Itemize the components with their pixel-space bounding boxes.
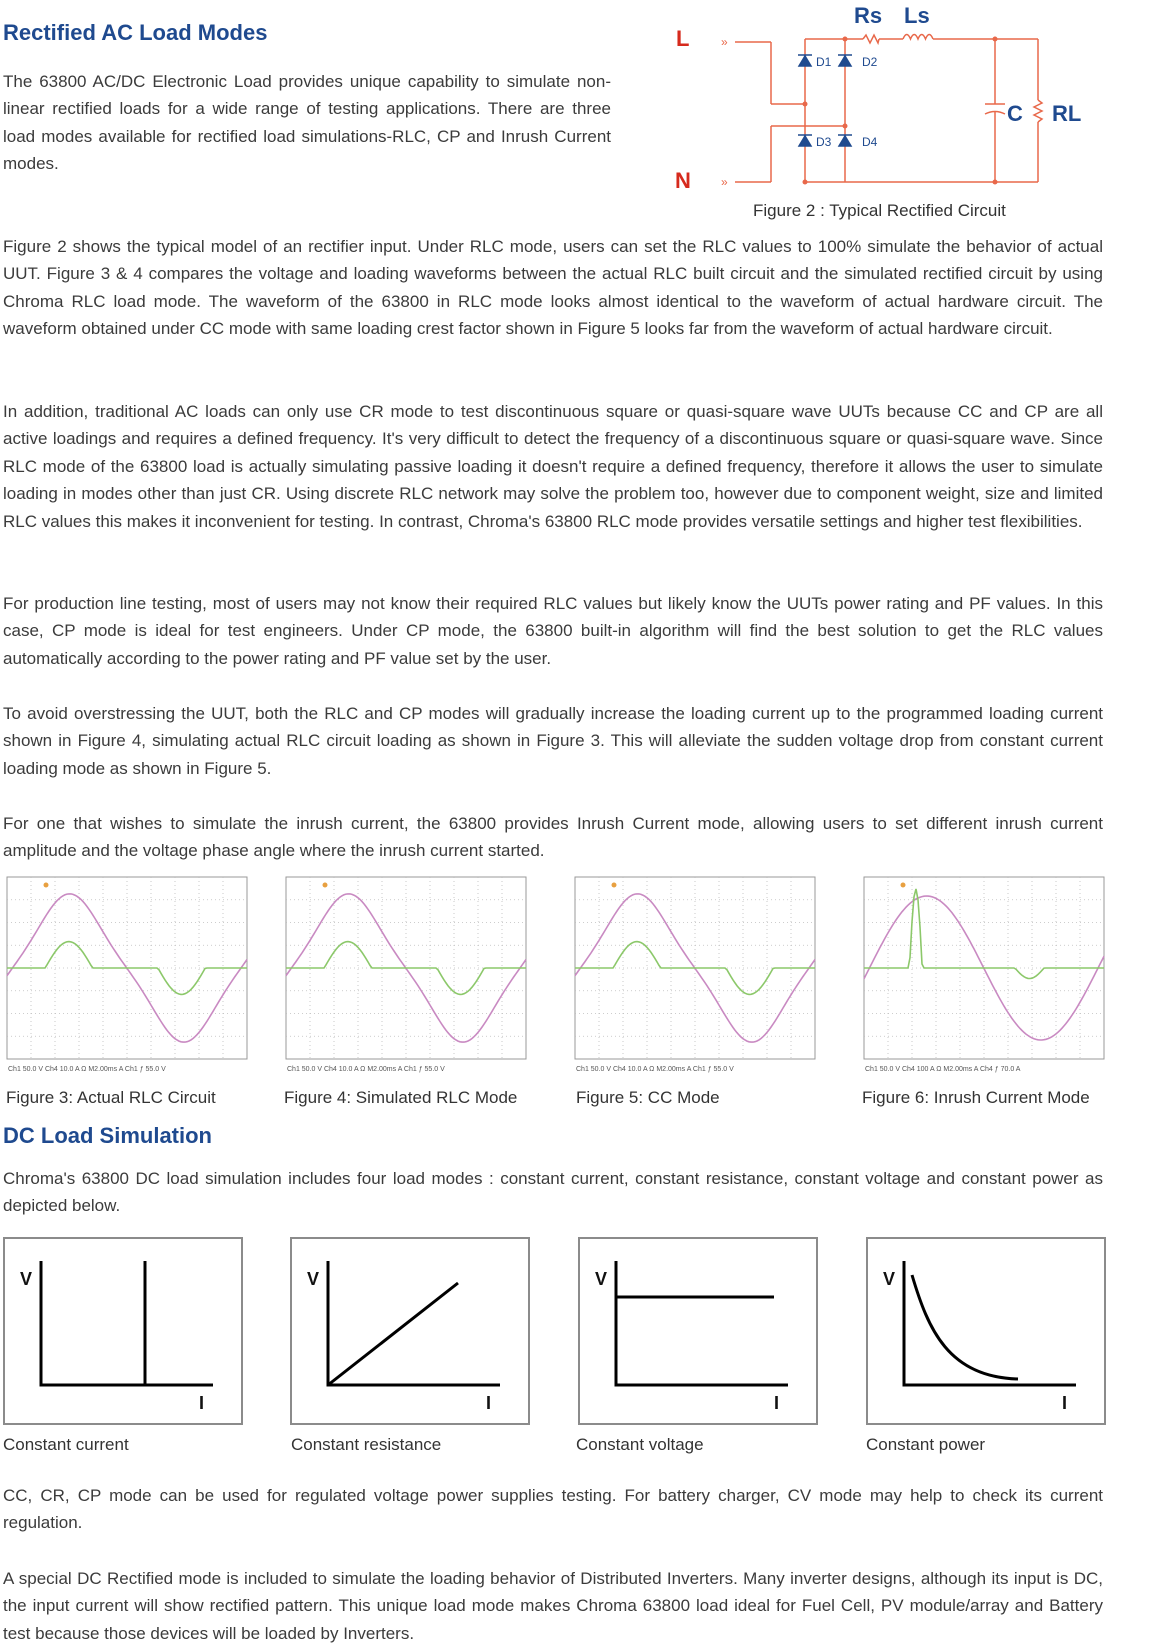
cr-curve [328,1283,458,1385]
caption-constant-current: Constant current [3,1435,129,1454]
scope-figure-3 [6,875,248,1077]
dc-mode-constant-voltage [578,1237,818,1425]
circuit-label-l: L [676,26,690,51]
figure-2-caption: Figure 2 : Typical Rectified Circuit [753,201,1006,220]
dc-mode-constant-current [3,1237,243,1425]
circuit-label-rs: Rs [854,3,883,28]
figure-6-caption: Figure 6: Inrush Current Mode [862,1088,1090,1107]
circuit-label-ls: Ls [904,3,930,28]
caption-constant-power: Constant power [866,1435,986,1454]
diode-d1-icon [799,56,811,66]
caption-constant-voltage: Constant voltage [576,1435,704,1454]
dc-mode-constant-resistance [290,1237,530,1425]
circuit-label-d3: D3 [816,135,832,149]
figure-3-caption: Figure 3: Actual RLC Circuit [6,1088,216,1107]
scope-figure-4 [285,875,527,1077]
scope-status-readout: Ch1 50.0 V Ch4 10.0 A Ω M2.00ms A Ch1 ƒ 55.0 V [8,1066,166,1073]
caption-constant-resistance: Constant resistance [291,1435,442,1454]
paragraph-inrush: For one that wishes to simulate the inrush current, the 63800 provides Inrush Current mode, allowing users to set different inrush current amplitude and the voltage phase angle where the inrush current started. [3,814,1103,861]
scope-figure-6 [863,875,1105,1077]
svg-text:»: » [721,35,728,49]
axis-label-i: I [1062,1393,1068,1413]
rectified-intro: The 63800 AC/DC Electronic Load provides unique capability to simulate non-linear rectified loads for a wide range of testing applications. There are three load modes available for rectified load simulations-RLC, CP and Inrush Current modes. [3,72,611,174]
diode-d4-icon [839,136,851,146]
scope-status-readout: Ch1 50.0 V Ch4 100 A Ω M2.00ms A Ch4 ƒ 70.0 A [865,1066,1021,1073]
cp-curve [912,1275,1018,1379]
section-title-rectified: Rectified AC Load Modes [3,20,268,45]
circuit-label-d2: D2 [862,55,878,69]
paragraph-cc-cr-cp: CC, CR, CP mode can be used for regulated voltage power supplies testing. For battery charger, CV mode may help to check its current regulation. [3,1486,1103,1533]
circuit-label-d1: D1 [816,55,832,69]
scope-status-readout: Ch1 50.0 V Ch4 10.0 A Ω M2.00ms A Ch1 ƒ 55.0 V [287,1066,445,1073]
axis-label-i: I [774,1393,780,1413]
scope-status-readout: Ch1 50.0 V Ch4 10.0 A Ω M2.00ms A Ch1 ƒ 55.0 V [576,1066,734,1073]
axis-label-v: V [307,1269,320,1289]
circuit-label-d4: D4 [862,135,878,149]
dc-mode-constant-power [866,1237,1106,1425]
paragraph-rlc-mode: Figure 2 shows the typical model of an rectifier input. Under RLC mode, users can set the RLC values to 100% simulate the behavior of actual UUT. Figure 3 & 4 compares the voltage and loading waveforms between the actual RLC built circuit and the simulated rectified circuit by using Chroma RLC load mode. The waveform of the 63800 in RLC mode looks almost identical to the waveform of actual hardware circuit. The waveform obtained under CC mode with same loading crest factor shown in Figure 5 looks far from the waveform of actual hardware circuit. [3,237,1103,339]
figure-5-caption: Figure 5: CC Mode [576,1088,720,1107]
paragraph-overstress: To avoid overstressing the UUT, both the RLC and CP modes will gradually increase the loading current up to the programmed loading current shown in Figure 4, simulating actual RLC circuit loading as shown in Figure 3. This will alleviate the sudden voltage drop from constant current loading mode as shown in Figure 5. [3,704,1103,778]
section-title-dc: DC Load Simulation [3,1123,212,1148]
diode-d3-icon [799,136,811,146]
dc-intro: Chroma's 63800 DC load simulation includes four load modes : constant current, constant resistance, constant voltage and constant power as depicted below. [3,1169,1103,1216]
diode-d2-icon [839,56,851,66]
svg-text:»: » [721,175,728,189]
scope-figure-5 [574,875,816,1077]
rectified-circuit-diagram [675,0,1103,200]
circuit-label-n: N [675,168,691,193]
axis-label-v: V [883,1269,896,1289]
circuit-label-rl: RL [1052,101,1082,126]
figure-4-caption: Figure 4: Simulated RLC Mode [284,1088,518,1107]
paragraph-discontinuous: In addition, traditional AC loads can only use CR mode to test discontinuous square or quasi-square wave UUTs because CC and CP are all active loadings and requires a defined frequency. It's very difficult to detect the frequency of a discontinuous square or quasi-square wave. Since RLC mode of the 63800 load is actually simulating passive loading it doesn't require a defined frequency, therefore it allows the user to simulate loading in modes other than just CR. Using discrete RLC network may solve the problem too, however due to component weight, size and limited RLC values this makes it inconvenient for testing. In contrast, Chroma's 63800 RLC mode provides versatile settings and higher test flexibilities. [3,402,1103,531]
paragraph-dc-rectified: A special DC Rectified mode is included to simulate the loading behavior of Distributed Inverters. Many inverter designs, although its input is DC, the input current will show rectified pattern. This unique load mode makes Chroma 63800 load ideal for Fuel Cell, PV module/array and Battery test because those devices will be loaded by Inverters. [3,1569,1103,1643]
axis-label-v: V [20,1269,33,1289]
circuit-label-c: C [1007,101,1023,126]
axis-label-i: I [486,1393,492,1413]
axis-label-v: V [595,1269,608,1289]
paragraph-production: For production line testing, most of users may not know their required RLC values but likely know the UUTs power rating and PF values. In this case, CP mode is ideal for test engineers. Under CP mode, the 63800 built-in algorithm will find the best solution to get the RLC values automatically according to the power rating and PF value set by the user. [3,594,1103,668]
axis-label-i: I [199,1393,205,1413]
